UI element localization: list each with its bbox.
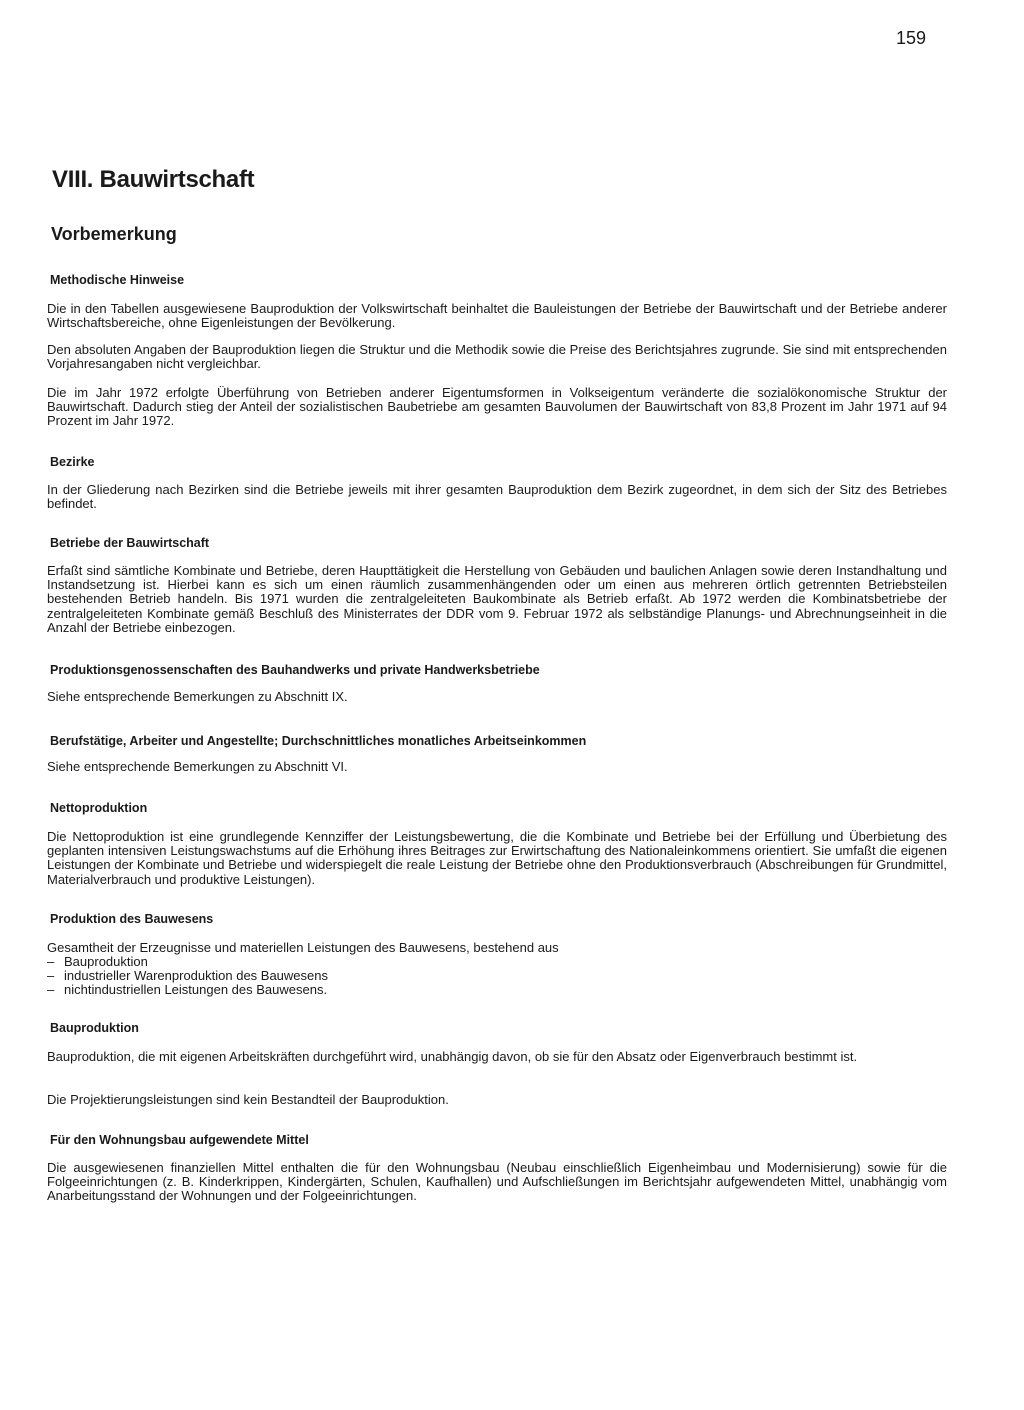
paragraph-bauproduktion-2: Die Projektierungsleistungen sind kein Bestandteil der Bauproduktion. xyxy=(47,1092,449,1107)
list-item: – nichtindustriellen Leistungen des Bauwesens. xyxy=(47,983,328,997)
list-item: – industrieller Warenproduktion des Bauwesens xyxy=(47,969,328,983)
heading-wohnungsbau-mittel: Für den Wohnungsbau aufgewendete Mittel xyxy=(50,1133,309,1147)
page-number: 159 xyxy=(896,28,927,48)
heading-betriebe-der-bauwirtschaft: Betriebe der Bauwirtschaft xyxy=(50,536,210,550)
heading-nettoproduktion: Nettoproduktion xyxy=(50,801,148,815)
heading-produktionsgenossenschaften: Produktionsgenossenschaften des Bauhandwerks und private Handwerksbetriebe xyxy=(50,663,540,677)
paragraph-wohnungsbau-mittel: Die ausgewiesenen finanziellen Mittel enthalten die für den Wohnungsbau (Neubau einschließlich Eigenheimbau und Modernisierung) sowie für die Folgeeinrichtungen (z. B. Kinderkrippen, Kindergärten, Schulen, Kaufhallen) und Aufschließungen im Berichtsjahr aufgewendeten Mittel, unabhängig vom Anarbeitungsstand der Wohnungen und der Folgeeinrichtungen. xyxy=(47,1160,947,1204)
paragraph-produktion-des-bauwesens: Gesamtheit der Erzeugnisse und materiellen Leistungen des Bauwesens, bestehend aus xyxy=(47,940,559,955)
heading-produktion-des-bauwesens: Produktion des Bauwesens xyxy=(50,912,214,926)
heading-bauproduktion: Bauproduktion xyxy=(50,1021,139,1035)
list-produktion-des-bauwesens xyxy=(47,955,328,998)
paragraph-methodische-hinweise-2: Den absoluten Angaben der Bauproduktion liegen die Struktur und die Methodik sowie die Preise des Berichtsjahres zugrunde. Sie sind mit entsprechenden Vorjahresangaben nicht vergleichbar. xyxy=(47,342,947,372)
heading-berufstaetige: Berufstätige, Arbeiter und Angestellte; Durchschnittliches monatliches Arbeitseinkommen xyxy=(50,734,587,748)
paragraph-bezirke: In der Gliederung nach Bezirken sind die Betriebe jeweils mit ihrer gesamten Bauproduktion dem Bezirk zugeordnet, in dem sich der Sitz des Betriebes befindet. xyxy=(47,482,947,512)
chapter-title: VIII. Bauwirtschaft xyxy=(52,166,255,193)
paragraph-produktionsgenossenschaften: Siehe entsprechende Bemerkungen zu Abschnitt IX. xyxy=(47,689,348,704)
section-title: Vorbemerkung xyxy=(51,224,177,244)
paragraph-methodische-hinweise-3: Die im Jahr 1972 erfolgte Überführung von Betrieben anderer Eigentumsformen in Volkseigentum veränderte die sozialökonomische Struktur der Bauwirtschaft. Dadurch stieg der Anteil der sozialistischen Baubetriebe am gesamten Bauvolumen der Bauwirtschaft von 83,8 Prozent im Jahr 1971 auf 94 Prozent im Jahr 1972. xyxy=(47,385,947,429)
paragraph-betriebe-der-bauwirtschaft: Erfaßt sind sämtliche Kombinate und Betriebe, deren Haupttätigkeit die Herstellung von Gebäuden und baulichen Anlagen sowie deren Instandhaltung und Instandsetzung ist. Hierbei kann es sich um einen räumlich zusammenhängenden oder um einen aus mehreren örtlich getrennten Betriebsteilen bestehenden Betrieb handeln. Bis 1971 wurden die zentralgeleiteten Baukombinate als Betrieb erfaßt. Ab 1972 werden die Kombinatsbetriebe der zentralgeleiteten Kombinate gemäß Beschluß des Ministerrates der DDR vom 9. Februar 1972 als selbständige Planungs- und Abrechnungseinheit in die Anzahl der Betriebe einbezogen. xyxy=(47,563,947,635)
paragraph-nettoproduktion: Die Nettoproduktion ist eine grundlegende Kennziffer der Leistungsbewertung, die die Kombinate und Betriebe bei der Erfüllung und Überbietung des geplanten intensiven Leistungswachstums auf die Erhöhung ihres Beitrages zur Erwirtschaftung des Nationaleinkommens orientiert. Sie umfaßt die eigenen Leistungen der Kombinate und Betriebe und widerspiegelt die reale Leistung der Betriebe ohne den Produktionsverbrauch (Abschreibungen für Grundmittel, Materialverbrauch und produktive Leistungen). xyxy=(47,829,947,887)
paragraph-berufstaetige: Siehe entsprechende Bemerkungen zu Abschnitt VI. xyxy=(47,759,348,774)
heading-bezirke: Bezirke xyxy=(50,455,95,469)
heading-methodische-hinweise: Methodische Hinweise xyxy=(50,273,185,287)
list-item: – Bauproduktion xyxy=(47,955,328,969)
paragraph-methodische-hinweise-1: Die in den Tabellen ausgewiesene Bauproduktion der Volkswirtschaft beinhaltet die Bauleistungen der Betriebe der Bauwirtschaft und der Betriebe anderer Wirtschaftsbereiche, ohne Eigenleistungen der Bevölkerung. xyxy=(47,301,947,331)
paragraph-bauproduktion-1: Bauproduktion, die mit eigenen Arbeitskräften durchgeführt wird, unabhängig davon, ob sie für den Absatz oder Eigenverbrauch bestimmt ist. xyxy=(47,1049,858,1064)
